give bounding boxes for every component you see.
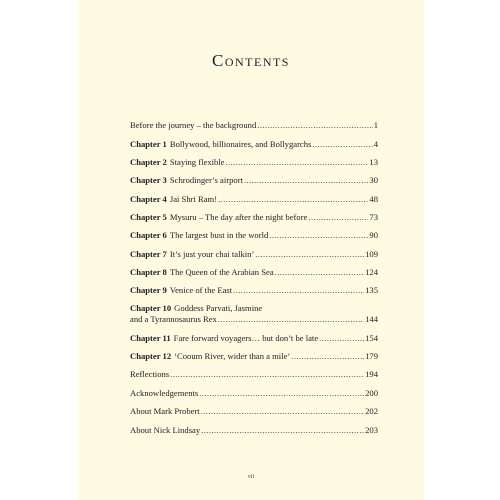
toc-entry-title: The largest bust in the world	[169, 230, 269, 241]
toc-entry-title: About Nick Lindsay	[130, 424, 201, 435]
dot-leader	[218, 194, 368, 205]
toc-entry-title: The Queen of the Arabian Sea	[169, 267, 274, 278]
toc-entry-title: Goddess Parvati, Jasmine	[174, 303, 263, 314]
toc-entry-title: Staying flexible	[169, 157, 225, 168]
toc-entry-page: 144	[365, 314, 378, 325]
toc-entry-page: 90	[369, 230, 378, 241]
toc-entry-title: Mysuru – The day after the night before	[169, 212, 308, 223]
chapter-number: Chapter 3	[130, 175, 167, 186]
toc-entry-page: 194	[365, 369, 378, 380]
dot-leader	[269, 230, 368, 241]
toc-entry[interactable]	[130, 296, 378, 325]
toc-entry-page: 154	[365, 332, 378, 343]
toc-entry[interactable]	[130, 131, 378, 149]
dot-leader	[257, 120, 372, 131]
toc-entry-title: Schrodinger’s airport	[169, 175, 243, 186]
toc-entry-page: 200	[365, 387, 378, 398]
chapter-number: Chapter 1	[130, 138, 167, 149]
chapter-number: Chapter 5	[130, 212, 167, 223]
table-of-contents	[130, 113, 378, 436]
dot-leader	[218, 314, 364, 325]
toc-entry-line-2	[130, 314, 378, 325]
toc-entry-page: 135	[365, 285, 378, 296]
toc-entry-title: Venice of the East	[169, 285, 233, 296]
toc-entry[interactable]	[130, 150, 378, 168]
toc-entry-line-1	[130, 303, 378, 314]
chapter-number: Chapter 4	[130, 193, 167, 204]
dot-leader	[233, 285, 364, 296]
toc-entry[interactable]	[130, 223, 378, 241]
chapter-number: Chapter 12	[130, 351, 172, 362]
toc-entry-page: 202	[365, 406, 378, 417]
toc-entry-page: 30	[369, 175, 378, 186]
chapter-number: Chapter 11	[130, 332, 171, 343]
toc-entry-page: 1	[373, 120, 378, 131]
chapter-number: Chapter 7	[130, 248, 167, 259]
toc-entry-page: 73	[369, 212, 378, 223]
toc-entry[interactable]	[130, 380, 378, 398]
chapter-number: Chapter 6	[130, 230, 167, 241]
toc-entry[interactable]	[130, 417, 378, 435]
toc-entry-page: 48	[369, 193, 378, 204]
toc-entry[interactable]	[130, 260, 378, 278]
chapter-number: Chapter 8	[130, 267, 167, 278]
dot-leader	[291, 351, 364, 362]
dot-leader	[244, 175, 368, 186]
toc-entry-page: 13	[369, 157, 378, 168]
dot-leader	[312, 139, 372, 150]
toc-entry-page: 124	[365, 267, 378, 278]
toc-entry-title: Reflections	[130, 369, 170, 380]
dot-leader	[319, 333, 364, 344]
toc-entry-page: 109	[365, 248, 378, 259]
toc-entry-title: ‘Cooum River, wider than a mile’	[174, 351, 291, 362]
toc-entry[interactable]	[130, 113, 378, 131]
toc-entry-page: 203	[365, 424, 378, 435]
toc-entry[interactable]	[130, 241, 378, 259]
page-title: Contents	[211, 51, 290, 70]
chapter-number: Chapter 10	[130, 303, 172, 314]
toc-entry[interactable]	[130, 344, 378, 362]
dot-leader	[170, 369, 364, 380]
toc-entry[interactable]	[130, 205, 378, 223]
dot-leader	[199, 388, 364, 399]
dot-leader	[201, 406, 364, 417]
toc-entry[interactable]	[130, 278, 378, 296]
toc-entry-title: Acknowledgements	[130, 387, 199, 398]
toc-entry-title: It’s just your chai talkin’	[169, 248, 255, 259]
dot-leader	[275, 267, 364, 278]
toc-entry-page: 179	[365, 351, 378, 362]
page-number: vii	[247, 474, 255, 480]
toc-entry[interactable]	[130, 168, 378, 186]
chapter-number: Chapter 9	[130, 285, 167, 296]
dot-leader	[308, 212, 368, 223]
toc-entry[interactable]	[130, 362, 378, 380]
toc-entry[interactable]	[130, 186, 378, 204]
toc-entry-page: 4	[373, 138, 378, 149]
toc-entry-title: Before the journey – the background	[130, 120, 257, 131]
chapter-number: Chapter 2	[130, 157, 167, 168]
toc-entry-title: Bollywood, billionaires, and Bollygarchs	[169, 138, 312, 149]
toc-entry[interactable]	[130, 325, 378, 343]
toc-entry-title: Jai Shri Ram!	[169, 193, 218, 204]
toc-entry-title: Fare forward voyagers… but don’t be late	[173, 332, 319, 343]
book-page	[78, 0, 424, 500]
dot-leader	[226, 157, 369, 168]
toc-entry-title: About Mark Probert	[130, 406, 200, 417]
toc-entry[interactable]	[130, 399, 378, 417]
dot-leader	[255, 249, 364, 260]
toc-entry-title-continued: and a Tyrannosaurus Rex	[130, 314, 217, 325]
dot-leader	[201, 425, 364, 436]
